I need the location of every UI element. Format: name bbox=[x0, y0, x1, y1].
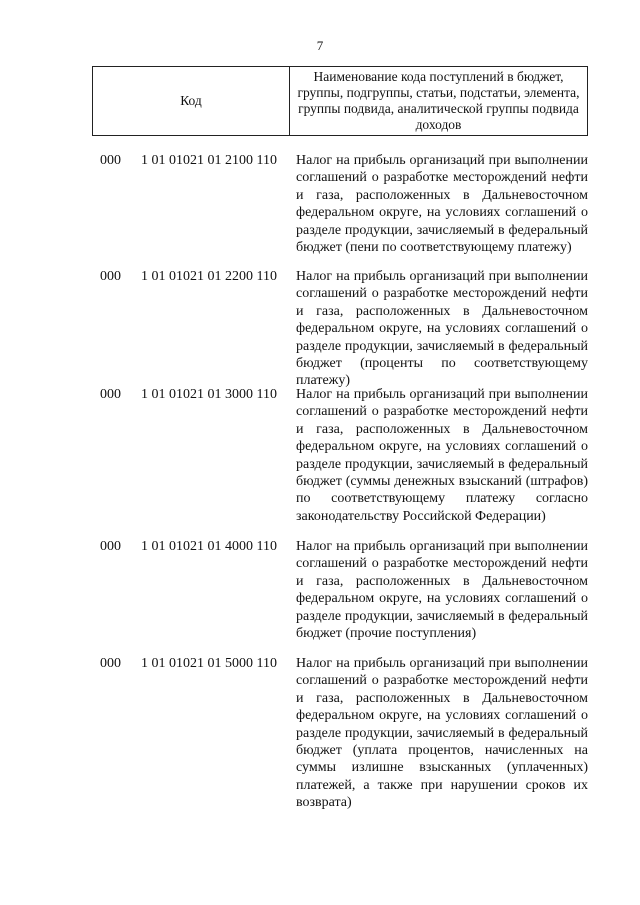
revenue-code: 1 01 01021 01 2100 110 bbox=[141, 153, 277, 168]
list-item bbox=[92, 386, 592, 538]
revenue-code: 1 01 01021 01 3000 110 bbox=[141, 387, 277, 402]
page-number: 7 bbox=[316, 38, 324, 53]
admin-code: 000 bbox=[100, 387, 121, 402]
revenue-description: Налог на прибыль организаций при выполнении соглашений о разработке месторождений нефти и газа, расположенных в Дальневосточном федеральном округе, на условиях соглашений о разделе продукции, зачисляемый в федеральный бюджет (проценты по соответствующему платежу) bbox=[296, 269, 588, 389]
admin-code: 000 bbox=[100, 539, 121, 554]
admin-code: 000 bbox=[100, 656, 121, 671]
revenue-description: Налог на прибыль организаций при выполнении соглашений о разработке месторождений нефти и газа, расположенных в Дальневосточном федеральном округе, на условиях соглашений о разделе продукции, зачисляемый в федеральный бюджет (уплата процентов, начисленных на суммы излишне взысканных (уплаченных) платежей, а также при нарушении сроков их возврата) bbox=[296, 656, 588, 811]
list-item bbox=[92, 655, 592, 812]
list-item bbox=[92, 538, 592, 655]
admin-code: 000 bbox=[100, 269, 121, 284]
header-table bbox=[92, 66, 588, 136]
name-column-header: Наименование кода поступлений в бюджет, группы, подгруппы, статьи, подстатьи, элемента, группы подвида, аналитической группы подвида доходов bbox=[290, 67, 588, 136]
revenue-code: 1 01 01021 01 4000 110 bbox=[141, 539, 277, 554]
admin-code: 000 bbox=[100, 153, 121, 168]
revenue-code-list bbox=[92, 152, 592, 812]
revenue-description: Налог на прибыль организаций при выполнении соглашений о разработке месторождений нефти и газа, расположенных в Дальневосточном федеральном округе, на условиях соглашений о разделе продукции, зачисляемый в федеральный бюджет (прочие поступления) bbox=[296, 539, 588, 642]
revenue-code: 1 01 01021 01 2200 110 bbox=[141, 269, 277, 284]
revenue-code: 1 01 01021 01 5000 110 bbox=[141, 656, 277, 671]
revenue-description: Налог на прибыль организаций при выполнении соглашений о разработке месторождений нефти и газа, расположенных в Дальневосточном федеральном округе, на условиях соглашений о разделе продукции, зачисляемый в федеральный бюджет (суммы денежных взысканий (штрафов) по соответствующему платежу согласно законодательству Российской Федерации) bbox=[296, 387, 588, 524]
code-column-header: Код bbox=[93, 67, 290, 136]
revenue-description: Налог на прибыль организаций при выполнении соглашений о разработке месторождений нефти и газа, расположенных в Дальневосточном федеральном округе, на условиях соглашений о разделе продукции, зачисляемый в федеральный бюджет (пени по соответствующему платежу) bbox=[296, 153, 588, 256]
list-item bbox=[92, 152, 592, 268]
list-item bbox=[92, 268, 592, 389]
